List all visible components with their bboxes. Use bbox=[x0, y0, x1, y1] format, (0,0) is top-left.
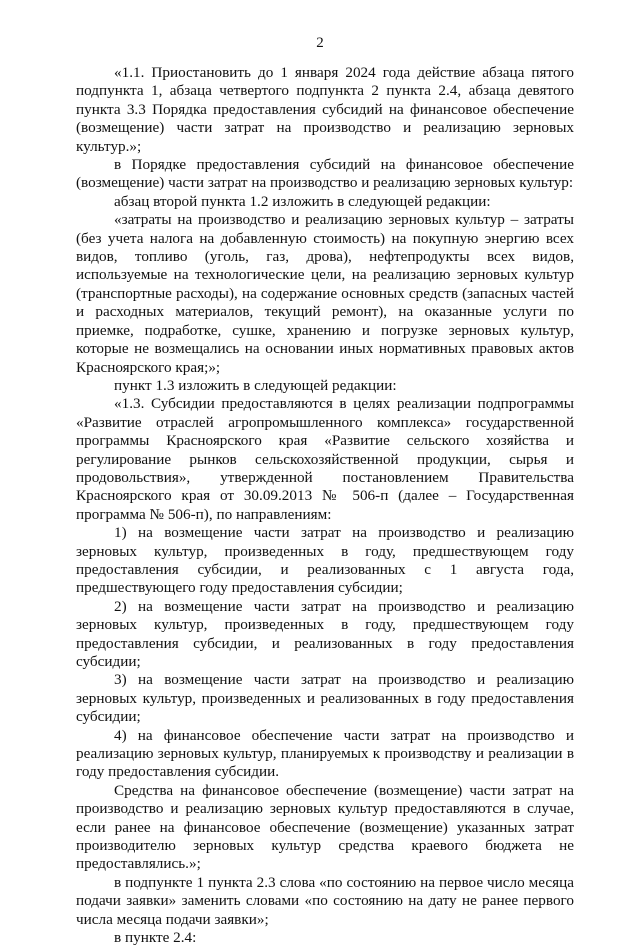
paragraph-order-amendments-intro: в Порядке предоставления субсидий на финансовое обеспечение (возмещение) части затрат на производство и реализацию зерновых культур: bbox=[76, 156, 574, 192]
list-item-direction-1: 1) на возмещение части затрат на производство и реализацию зерновых культур, произведенных в году, предшествующем году предоставления субсидии, и реализованных с 1 августа года, предшествующего году предоставления субсидии; bbox=[76, 524, 574, 597]
list-item-direction-2: 2) на возмещение части затрат на производство и реализацию зерновых культур, произведенных в году, предшествующем году предоставления субсидии, и реализованных в году предоставления субсидии; bbox=[76, 597, 574, 670]
list-item-direction-4: 4) на финансовое обеспечение части затрат на производство и реализацию зерновых культур, планируемых к производству и реализации в году предоставления субсидии. bbox=[76, 726, 574, 781]
paragraph-2-3-amendment: в подпункте 1 пункта 2.3 слова «по состоянию на первое число месяца подачи заявки» заменить словами «по состоянию на дату не ранее первого числа месяца подачи заявки»; bbox=[76, 873, 574, 928]
paragraph-1-3-subsidy-purpose: «1.3. Субсидии предоставляются в целях реализации подпрограммы «Развитие отраслей агропромышленного комплекса» государственной программы Красноярского края «Развитие сельского хозяйства и регулирование рынков сельскохозяйственной продукции, сырья и продовольствия», утвержденной постановлением Правительства Красноярского края от 30.09.2013 № 506-п (далее – Государственная программа № 506-п), по направлениям: bbox=[76, 395, 574, 523]
paragraph-2-4-heading: в пункте 2.4: bbox=[114, 929, 197, 947]
paragraph-1-2-heading: абзац второй пункта 1.2 изложить в следующей редакции: bbox=[114, 192, 491, 210]
page-number: 2 bbox=[316, 35, 324, 51]
document-body bbox=[76, 64, 574, 948]
paragraph-costs-definition: «затраты на производство и реализацию зерновых культур – затраты (без учета налога на добавленную стоимость) на покупную энергию всех видов, топливо (уголь, газ, дрова), нефтепродукты всех видов, используемые на технологические цели, на реализацию зерновых культур (транспортные расходы), на содержание основных средств (запасных частей и расходных материалов, текущий ремонт), на оказанные услуги по приемке, подработке, сушке, хранению и погрузке зерновых культур, которые не возмещались на основании иных нормативных правовых актов Красноярского края;»; bbox=[76, 211, 574, 376]
list-item-direction-3: 3) на возмещение части затрат на производство и реализацию зерновых культур, произведенных и реализованных в году предоставления субсидии; bbox=[76, 671, 574, 726]
paragraph-funding-condition: Средства на финансовое обеспечение (возмещение) части затрат на производство и реализацию зерновых культур предоставляются в случае, если ранее на финансовое обеспечение (возмещение) указанных затрат производителю зерновых культур средства краевого бюджета не предоставлялись.»; bbox=[76, 781, 574, 873]
paragraph-1-3-heading: пункт 1.3 изложить в следующей редакции: bbox=[114, 376, 397, 394]
paragraph-1-1-suspension: «1.1. Приостановить до 1 января 2024 года действие абзаца пятого подпункта 1, абзаца четвертого подпункта 2 пункта 2.4, абзаца девятого пункта 3.3 Порядка предоставления субсидий на финансовое обеспечение (возмещение) части затрат на производство и реализацию зерновых культур.»; bbox=[76, 64, 574, 155]
